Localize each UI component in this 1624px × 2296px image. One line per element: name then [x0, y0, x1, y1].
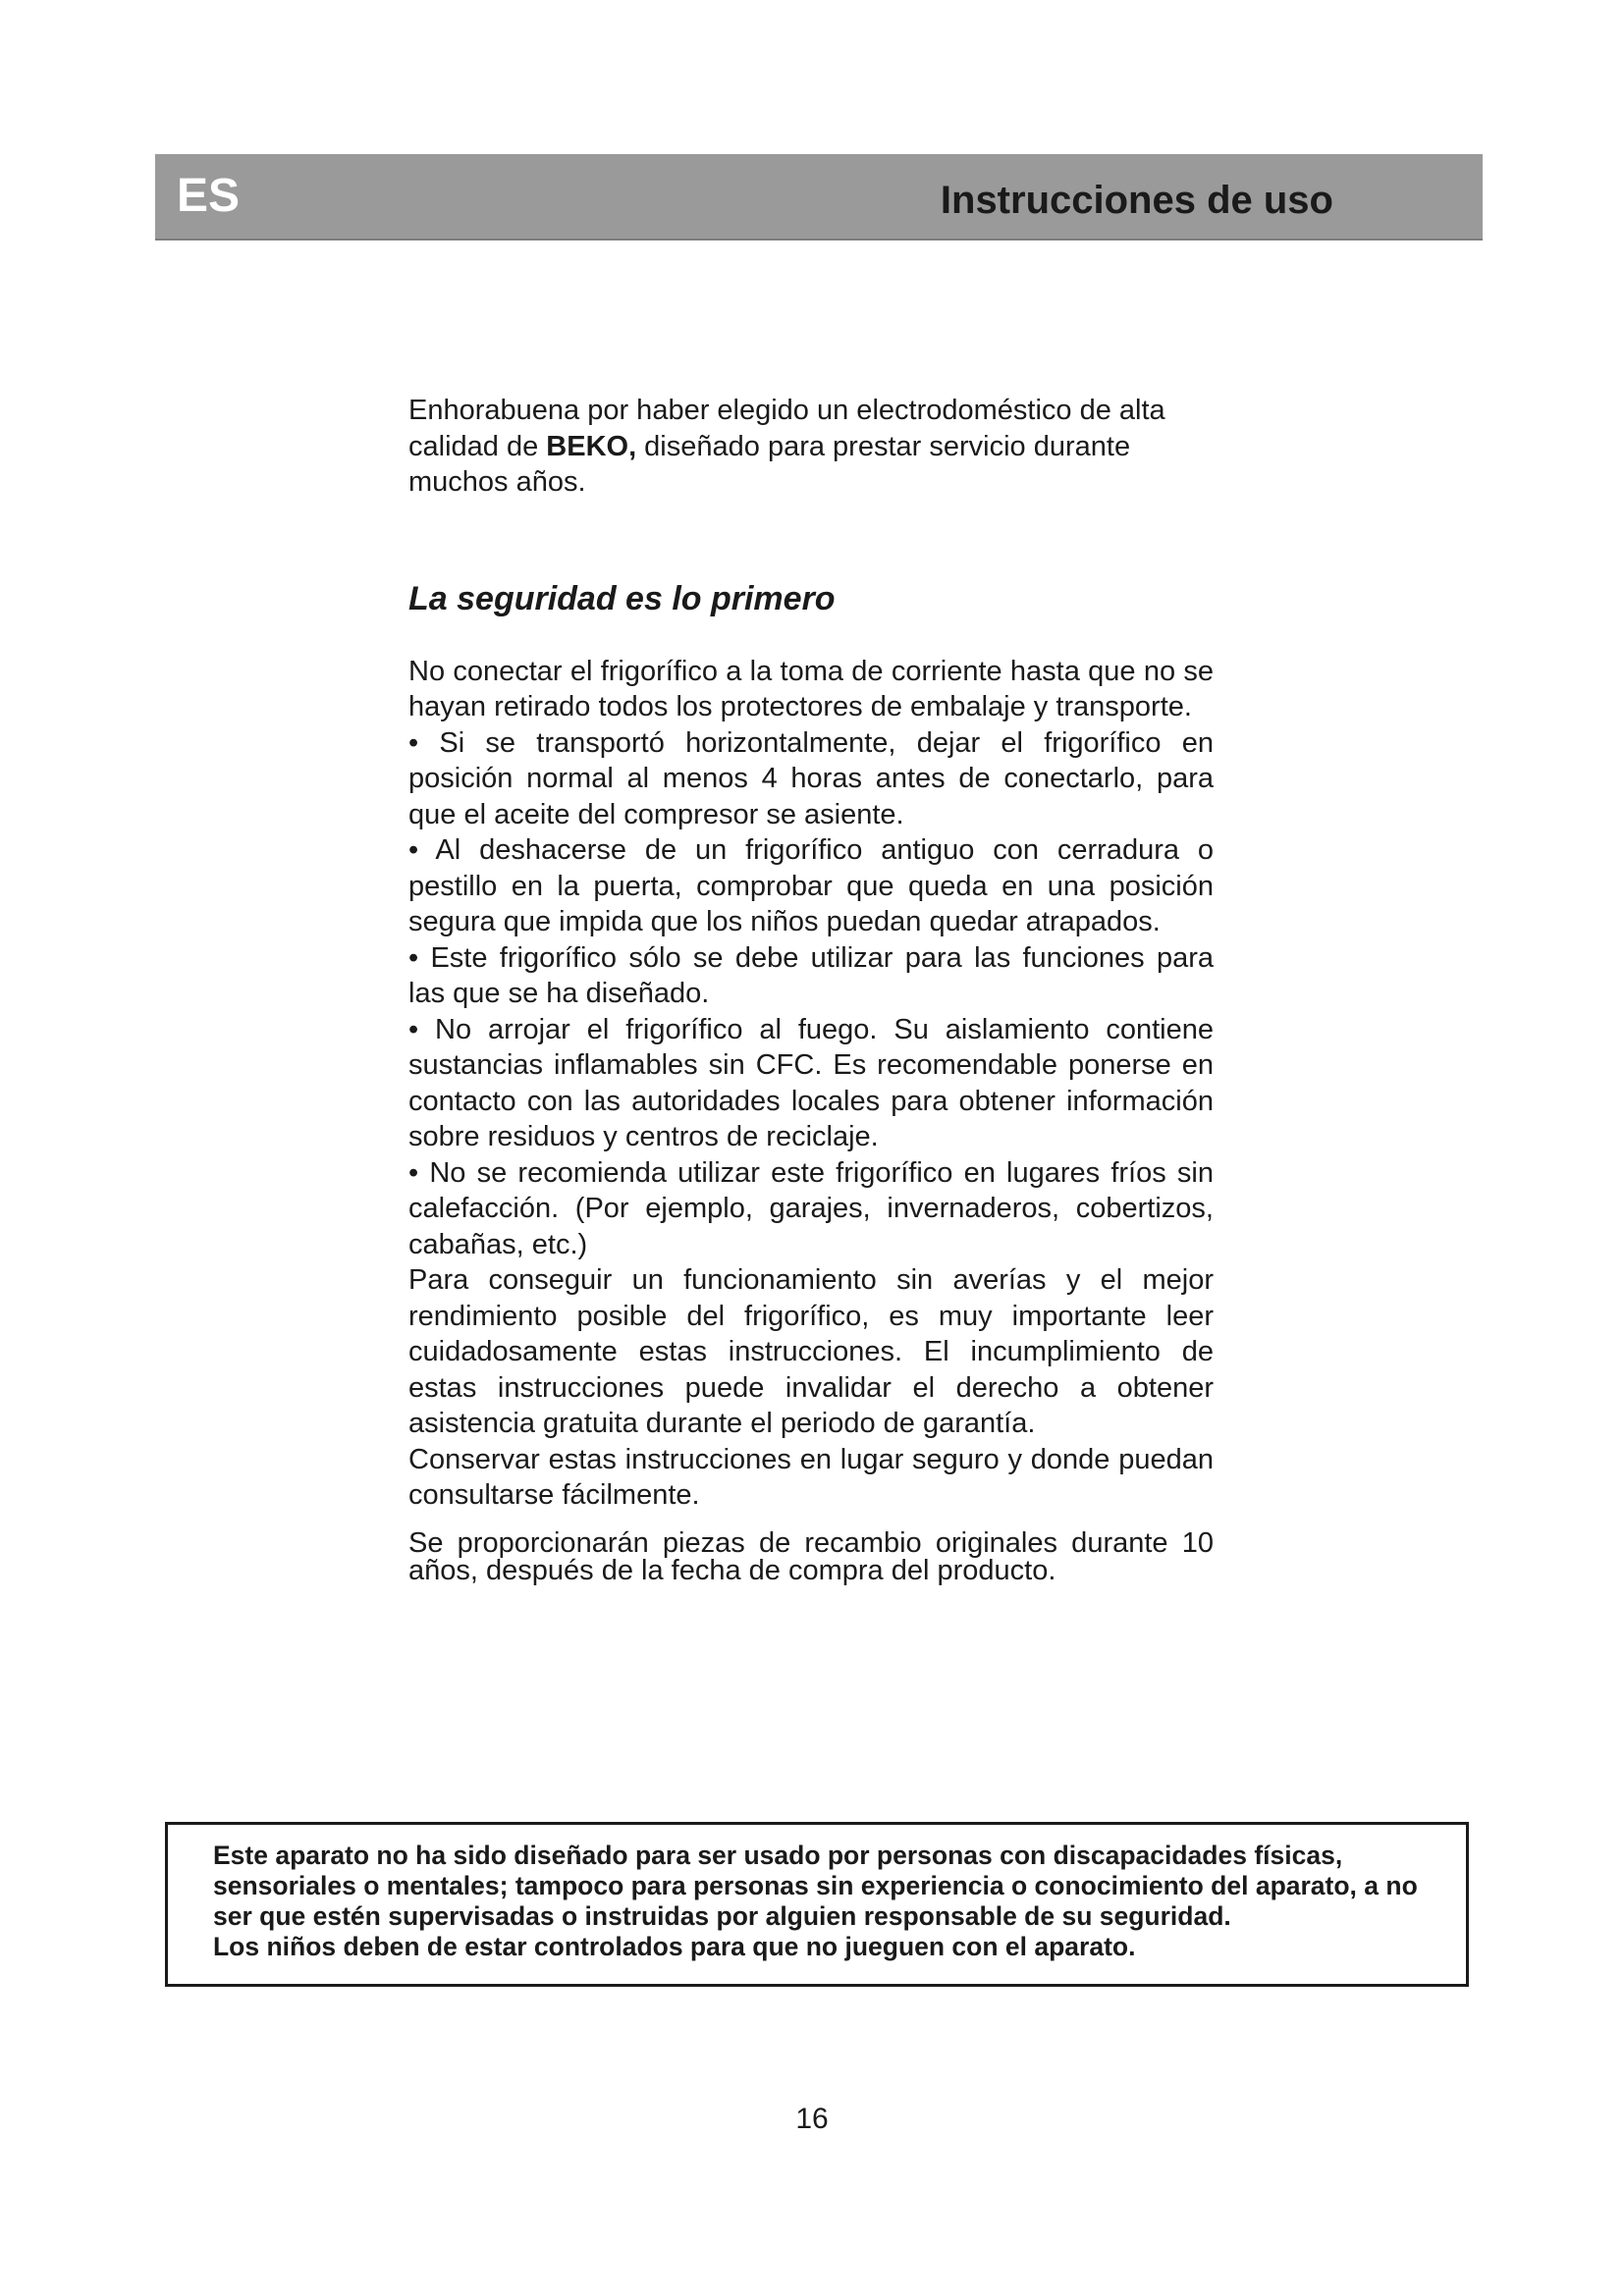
safety-paragraph: Conservar estas instrucciones en lugar seguro y donde puedan consultarse fácilmente. — [408, 1443, 1214, 1511]
main-content — [408, 393, 1214, 1584]
children-warning-text: Los niños deben de estar controlados para que no jueguen con el aparato. — [213, 1932, 1136, 1961]
header-bar — [155, 154, 1483, 240]
warning-text: Este aparato no ha sido diseñado para ser usado por personas con discapacidades físicas, sensoriales o mentales; tampoco para personas sin experiencia o conocimiento del aparato, a no ser que estén supervisadas o instruidas por alguien responsable de su seguridad. — [213, 1841, 1418, 1931]
safety-bullet: • Este frigorífico sólo se debe utilizar para las funciones para las que se ha diseñado. — [408, 941, 1214, 1009]
safety-bullet: • Si se transportó horizontalmente, dejar el frigorífico en posición normal al menos 4 horas antes de conectarlo, para que el aceite del compresor se asiente. — [408, 726, 1214, 830]
safety-bullet: • No se recomienda utilizar este frigorífico en lugares fríos sin calefacción. (Por ejemplo, garajes, invernaderos, cobertizos, cabañas, etc.) — [408, 1156, 1214, 1260]
safety-paragraph: No conectar el frigorífico a la toma de corriente hasta que no se hayan retirado todos los protectores de embalaje y transporte. — [408, 655, 1214, 722]
spare-parts-note: Se proporcionarán piezas de recambio originales durante 10 años, después de la fecha de compra del producto. — [408, 1526, 1214, 1586]
intro-paragraph — [408, 393, 1214, 501]
warning-box — [165, 1822, 1469, 1987]
language-code: ES — [177, 170, 241, 222]
safety-bullet: • No arrojar el frigorífico al fuego. Su aislamiento contiene sustancias inflamables sin CFC. Es recomendable ponerse en contacto con las autoridades locales para obtener información sobre residuos y centros de reciclaje. — [408, 1013, 1214, 1152]
safety-paragraph: Para conseguir un funcionamiento sin averías y el mejor rendimiento posible del frigorífico, es muy importante leer cuidadosamente estas instrucciones. El incumplimiento de estas instrucciones puede invalidar el derecho a obtener asistencia gratuita durante el periodo de garantía. — [408, 1264, 1214, 1439]
intro-text-before: Enhorabuena por haber elegido un electrodoméstico de alta calidad de — [408, 395, 1165, 462]
intro-text-after: diseñado para prestar servicio durante muchos años. — [408, 430, 1131, 498]
safety-bullet: • Al deshacerse de un frigorífico antiguo con cerradura o pestillo en la puerta, comprobar que queda en una posición segura que impida que los niños puedan quedar atrapados. — [408, 834, 1214, 937]
page-title: Instrucciones de uso — [940, 179, 1333, 222]
page-number: 16 — [795, 2103, 829, 2135]
section-heading: La seguridad es lo primero — [408, 579, 836, 617]
brand-name: BEKO, — [546, 430, 637, 462]
